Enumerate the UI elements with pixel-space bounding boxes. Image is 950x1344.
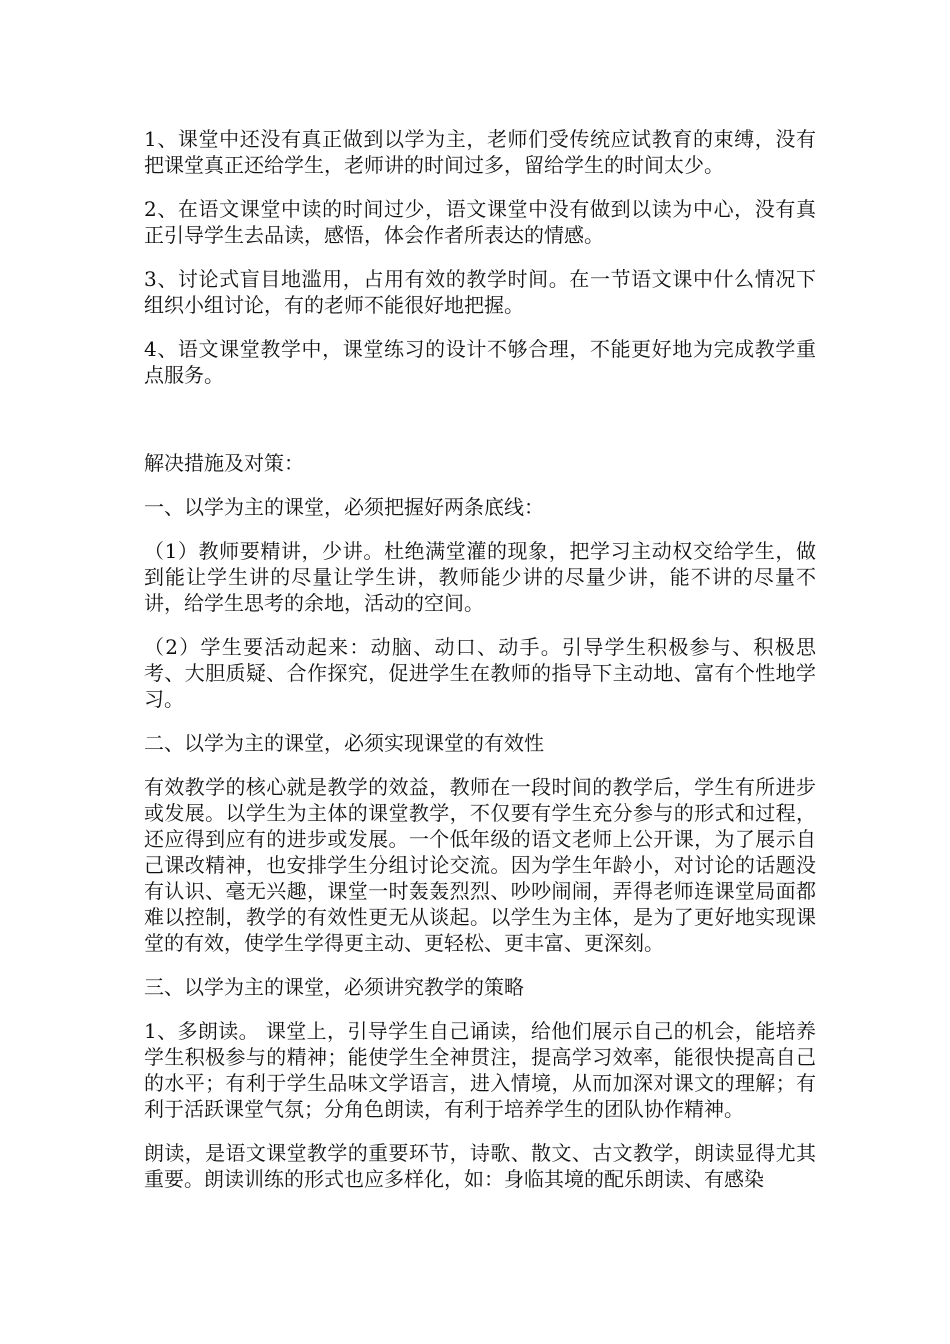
section1-title: 一、以学为主的课堂，必须把握好两条底线：	[144, 495, 544, 519]
section3-point1: 1、多朗读。 课堂上，引导学生自己诵读，给他们展示自己的机会，能培养学生积极参与的精神；能使学生全神贯注，提高学习效率，能很快提高自己的水平；有利于学生品味文学语言，进入情境，从而加深对课文的理解；有利于活跃课堂气氛；分角色朗读，有利于培养学生的团队协作精神。	[144, 1019, 816, 1121]
section-spacer	[144, 406, 816, 450]
problem-item-3: 3、讨论式盲目地滥用，占用有效的教学时间。在一节语文课中什么情况下组织小组讨论，有的老师不能很好地把握。	[144, 267, 816, 317]
section3-reading: 朗读，是语文课堂教学的重要环节，诗歌、散文、古文教学，朗读显得尤其重要。朗读训练的形式也应多样化，如：身临其境的配乐朗读、有感染	[144, 1141, 816, 1191]
problem-item-1: 1、课堂中还没有真正做到以学为主，老师们受传统应试教育的束缚，没有把课堂真正还给学生，老师讲的时间过多，留给学生的时间太少。	[144, 127, 816, 177]
document-page	[144, 126, 816, 1210]
problem-item-4: 4、语文课堂教学中，课堂练习的设计不够合理，不能更好地为完成教学重点服务。	[144, 337, 816, 387]
section2-title: 二、以学为主的课堂，必须实现课堂的有效性	[144, 731, 544, 755]
section1-point2: （2）学生要活动起来：动脑、动口、动手。引导学生积极参与、积极思考、大胆质疑、合作探究，促进学生在教师的指导下主动地、富有个性地学习。	[144, 635, 816, 711]
section3-title: 三、以学为主的课堂，必须讲究教学的策略	[144, 975, 524, 999]
section2-body: 有效教学的核心就是教学的效益，教师在一段时间的教学后，学生有所进步或发展。以学生为主体的课堂教学，不仅要有学生充分参与的形式和过程，还应得到应有的进步或发展。一个低年级的语文老师上公开课，为了展示自己课改精神，也安排学生分组讨论交流。因为学生年龄小，对讨论的话题没有认识、毫无兴趣，课堂一时轰轰烈烈、吵吵闹闹，弄得老师连课堂局面都难以控制，教学的有效性更无从谈起。以学生为主体，是为了更好地实现课堂的有效，使学生学得更主动、更轻松、更丰富、更深刻。	[144, 775, 816, 955]
section1-point1: （1）教师要精讲，少讲。杜绝满堂灌的现象，把学习主动权交给学生，做到能让学生讲的尽量让学生讲，教师能少讲的尽量少讲，能不讲的尽量不讲，给学生思考的余地，活动的空间。	[144, 539, 816, 615]
problem-item-2: 2、在语文课堂中读的时间过少，语文课堂中没有做到以读为中心，没有真正引导学生去品读，感悟，体会作者所表达的情感。	[144, 197, 816, 247]
solutions-heading: 解决措施及对策：	[144, 451, 304, 475]
